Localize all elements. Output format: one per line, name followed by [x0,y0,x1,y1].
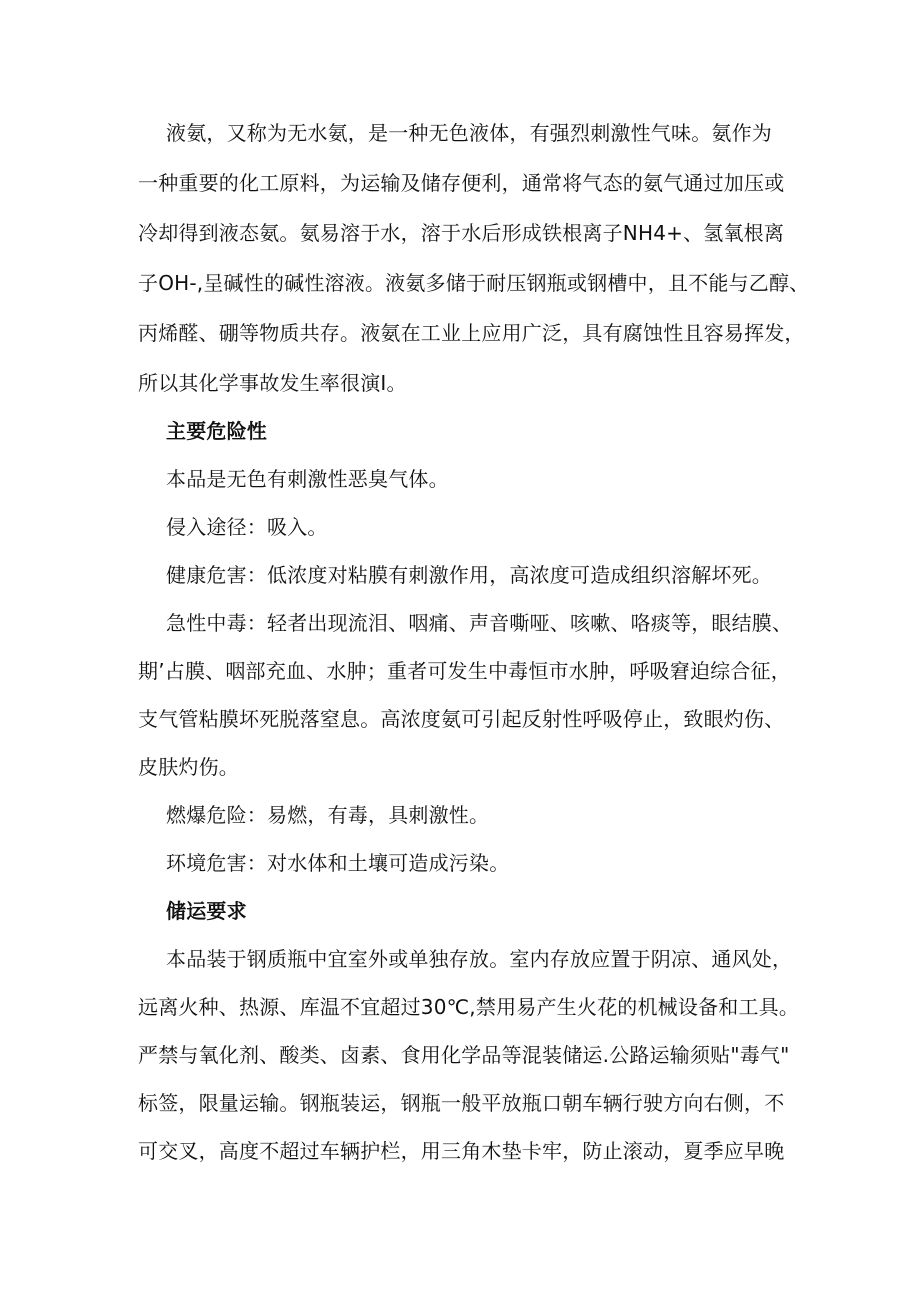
hazards-acute-line-1: 急性中毒：轻者出现流泪、咽痛、声音嘶哑、咳嗽、咯痰等，眼结膜、 [166,611,793,635]
hazards-fire: 燃爆危险：易燃，有毒，具刺激性。 [166,803,490,827]
storage-line-1: 本品装于钢质瓶中宜室外或单独存放。室内存放应置于阴凉、通风处， [166,947,793,971]
storage-line-5: 可交叉，高度不超过车辆护栏，用三角木垫卡牢，防止滚动，夏季应早晚 [138,1139,785,1163]
intro-line-2: 一种重要的化工原料，为运输及储存便利，通常将气态的氨气通过加压或 [138,171,785,195]
hazards-health: 健康危害：低浓度对粘膜有刺激作用，高浓度可造成组织溶解坏死。 [166,563,772,587]
storage-heading: 储运要求 [166,899,247,923]
hazards-route: 侵入途径：吸入。 [166,515,328,539]
intro-line-6: 所以其化学事故发生率很演I。 [138,371,407,395]
intro-line-4: 子OH-,呈碱性的碱性溶液。液氨多储于耐压钢瓶或钢槽中，且不能与乙醇、 [138,271,810,295]
hazards-description: 本品是无色有刺激性恶臭气体。 [166,467,449,491]
hazards-acute-line-3: 支气管粘膜坏死脱落窒息。高浓度氨可引起反射性呼吸停止，致眼灼伤、 [138,707,785,731]
storage-line-4: 标签，限量运输。钢瓶装运，钢瓶一般平放瓶口朝车辆行驶方向右侧，不 [138,1091,785,1115]
intro-line-1: 液氨，又称为无水氨，是一种无色液体，有强烈刺激性气味。氨作为 [166,121,772,145]
hazards-acute-line-4: 皮肤灼伤。 [138,755,239,779]
hazards-heading: 主要危险性 [166,419,267,443]
storage-line-2: 远离火种、热源、库温不宜超过30℃,禁用易产生火花的机械设备和工具。 [138,995,800,1019]
intro-line-3: 冷却得到液态氨。氨易溶于水，溶于水后形成铁根离子NH4+、氢氧根离 [138,221,785,245]
intro-line-5: 丙烯醛、硼等物质共存。液氨在工业上应用广泛，具有腐蚀性且容易挥发， [138,321,805,345]
hazards-environment: 环境危害：对水体和土壤可造成污染。 [166,851,510,875]
storage-line-3: 严禁与氧化剂、酸类、卤素、食用化学品等混装储运.公路运输须贴"毒气" [138,1043,790,1067]
hazards-acute-line-2: 期’占膜、咽部充血、水肿；重者可发生中毒恒市水肿，呼吸窘迫综合征， [138,659,791,683]
